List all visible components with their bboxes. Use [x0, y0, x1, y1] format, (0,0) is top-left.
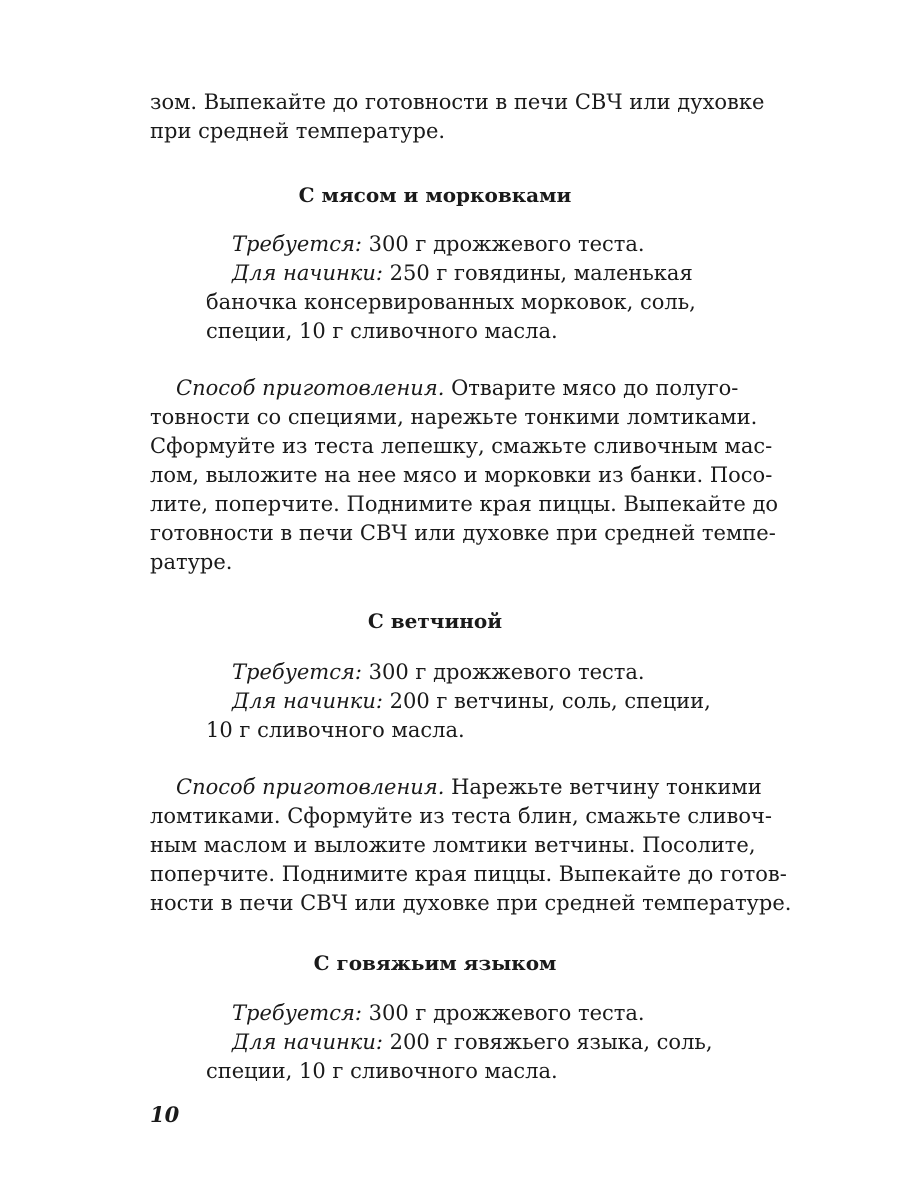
recipe-title-ham: С ветчиной: [367, 609, 503, 633]
method-label: Способ приготовления.: [176, 775, 445, 799]
recipe3-filling-line-2: специи, 10 г сливочного масла.: [206, 1059, 558, 1083]
recipe2-method-line-5: ности в печи СВЧ или духовке при средней температуре.: [150, 891, 792, 915]
recipe1-method-line-5: лите, поперчите. Поднимите края пиццы. Выпекайте до: [150, 492, 779, 516]
requires-label: Требуется:: [232, 232, 362, 256]
recipe3-filling: [232, 1028, 713, 1057]
requires-label: Требуется:: [232, 1001, 362, 1025]
filling-label: Для начинки:: [232, 689, 383, 713]
filling-label: Для начинки:: [232, 1030, 383, 1054]
filling-text: 250 г говядины, маленькая: [382, 261, 693, 285]
recipe1-filling-line-2: баночка консервированных морковок, соль,: [206, 290, 696, 314]
recipe1-method-line-1: [150, 374, 739, 403]
requires-label: Требуется:: [232, 660, 362, 684]
recipe1-requires: [232, 230, 645, 259]
recipe1-method-line-6: готовности в печи СВЧ или духовке при средней темпе-: [150, 521, 776, 545]
recipe2-filling-line-2: 10 г сливочного масла.: [206, 718, 465, 742]
recipe-title-meat-carrots: С мясом и морковками: [298, 183, 572, 207]
method-label: Способ приготовления.: [176, 376, 445, 400]
recipe1-method-line-3: Сформуйте из теста лепешку, смажьте сливочным мас-: [150, 434, 773, 458]
recipe2-method-line-2: ломтиками. Сформуйте из теста блин, смажьте сливоч-: [150, 804, 772, 828]
recipe1-method-line-7: ратуре.: [150, 550, 233, 574]
recipe2-method-line-3: ным маслом и выложите ломтики ветчины. Посолите,: [150, 833, 756, 857]
filling-text: 200 г ветчины, соль, специи,: [382, 689, 711, 713]
intro-line-2: при средней температуре.: [150, 119, 446, 143]
recipe3-requires: [232, 999, 645, 1028]
intro-line-1: зом. Выпекайте до готовности в печи СВЧ или духовке: [150, 90, 765, 114]
filling-label: Для начинки:: [232, 261, 383, 285]
page-number: 10: [150, 1102, 180, 1127]
recipe2-filling: [232, 687, 711, 716]
requires-text: 300 г дрожжевого теста.: [361, 660, 645, 684]
requires-text: 300 г дрожжевого теста.: [361, 232, 645, 256]
recipe1-method-line-4: лом, выложите на нее мясо и морковки из банки. Посо-: [150, 463, 773, 487]
recipe-title-beef-tongue: С говяжьим языком: [313, 951, 557, 975]
method-text: Отварите мясо до полуго-: [444, 376, 739, 400]
recipe1-method-line-2: товности со специями, нарежьте тонкими ломтиками.: [150, 405, 758, 429]
filling-text: 200 г говяжьего языка, соль,: [382, 1030, 713, 1054]
method-text: Нарежьте ветчину тонкими: [444, 775, 762, 799]
book-page: [150, 0, 792, 1200]
recipe1-filling-line-3: специи, 10 г сливочного масла.: [206, 319, 558, 343]
requires-text: 300 г дрожжевого теста.: [361, 1001, 645, 1025]
recipe1-filling: [232, 259, 693, 288]
recipe2-method-line-1: [150, 773, 762, 802]
recipe2-method-line-4: поперчите. Поднимите края пиццы. Выпекайте до готов-: [150, 862, 787, 886]
recipe2-requires: [232, 658, 645, 687]
